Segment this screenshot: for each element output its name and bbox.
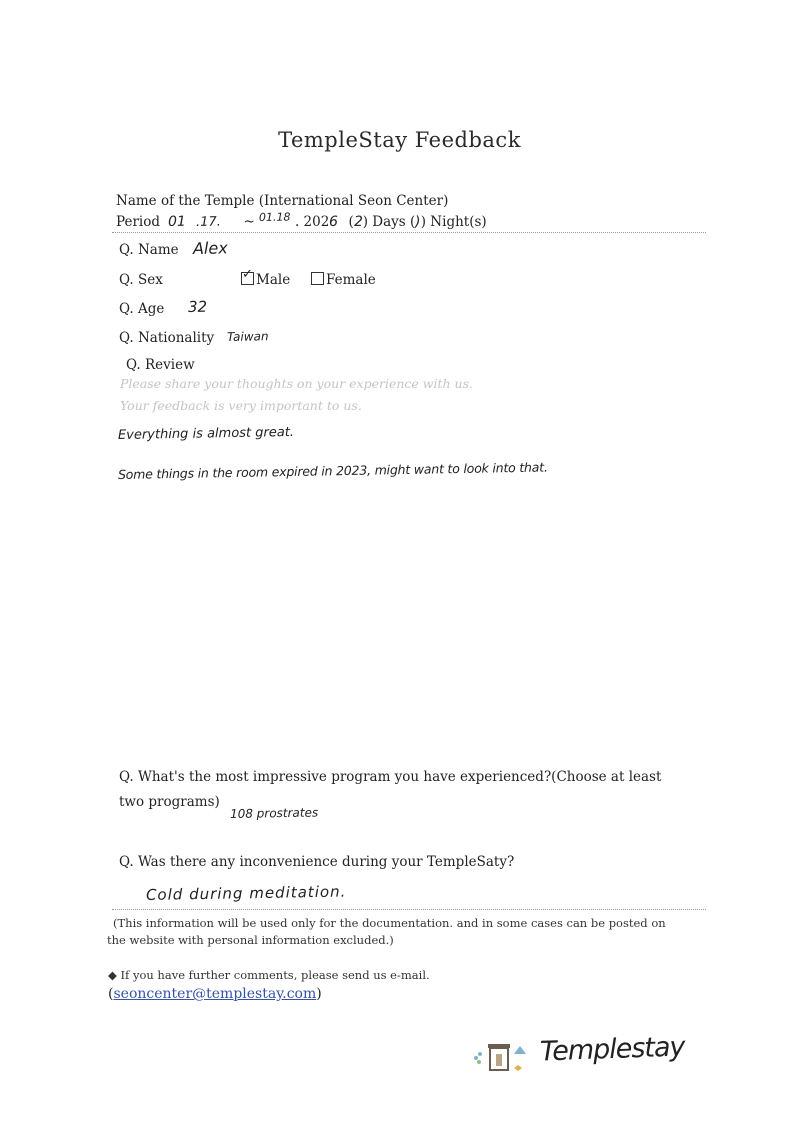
inconvenience-answer: Cold during meditation. <box>145 882 347 904</box>
name-value: Alex <box>192 238 228 258</box>
checkmark-icon: ✓ <box>242 267 253 282</box>
period-year-prefix: . 202 <box>294 214 330 230</box>
email-open-paren: ( <box>108 986 114 1002</box>
period-days-open: ( <box>348 214 354 230</box>
impressive-question-line-1: Q. What's the most impressive program you have experienced?(Choose at least <box>119 769 662 785</box>
contact-line: ◆ If you have further comments, please send us e-mail. <box>108 968 430 982</box>
notice-line-1: (This information will be used only for the documentation. and in some cases can be posted on <box>113 916 666 930</box>
notice-line-2: the website with personal information excluded.) <box>107 933 394 947</box>
answers-divider <box>112 909 706 910</box>
period-tilde: ~ <box>243 214 255 230</box>
period-days-close: ) Days ( <box>362 214 416 230</box>
inconvenience-question: Q. Was there any inconvenience during your TempleSaty? <box>119 854 515 870</box>
age-label: Q. Age <box>119 301 165 317</box>
male-option[interactable] <box>241 267 291 288</box>
period-start-day: .17. <box>196 214 222 230</box>
email-link[interactable]: seoncenter@templestay.com <box>113 986 317 1002</box>
contact-email-line <box>108 986 322 1002</box>
templestay-logo-icon <box>470 1036 528 1084</box>
review-answer-line-2: Some things in the room expired in 2023, might want to look into that. <box>117 459 548 482</box>
sex-label: Q. Sex <box>119 272 163 288</box>
female-label: Female <box>326 272 376 288</box>
page-title: TempleStay Feedback <box>278 128 521 152</box>
email-close-paren: ) <box>316 986 322 1002</box>
period-label: Period <box>116 214 161 230</box>
age-value: 32 <box>187 297 208 316</box>
period-start-month: 01 <box>168 213 187 230</box>
name-label: Q. Name <box>119 242 179 258</box>
female-checkbox[interactable] <box>311 272 324 285</box>
review-hint-line-1: Please share your thoughts on your experience with us. <box>120 376 473 391</box>
male-label: Male <box>256 272 291 288</box>
male-checkbox[interactable] <box>241 267 254 285</box>
review-hint-line-2: Your feedback is very important to us. <box>120 398 362 413</box>
period-nights-suffix: ) Night(s) <box>420 214 487 230</box>
impressive-answer: 108 prostrates <box>229 805 319 821</box>
period-line <box>116 211 487 230</box>
period-end-date: 01.18 <box>259 210 291 224</box>
nationality-label: Q. Nationality <box>119 330 215 346</box>
temple-name-line: Name of the Temple (International Seon Center) <box>116 193 449 209</box>
period-year-digit: 6 <box>329 213 339 230</box>
period-days-value: 2 <box>353 213 363 230</box>
impressive-question-line-2: two programs) <box>119 794 220 810</box>
review-label: Q. Review <box>126 357 195 373</box>
templestay-logo-text: Templestay <box>539 1031 685 1068</box>
nationality-value: Taiwan <box>226 329 269 344</box>
period-nights-value: ) <box>415 213 421 230</box>
female-option[interactable] <box>311 272 376 288</box>
header-divider <box>112 232 706 233</box>
review-answer-line-1: Everything is almost great. <box>117 424 295 443</box>
